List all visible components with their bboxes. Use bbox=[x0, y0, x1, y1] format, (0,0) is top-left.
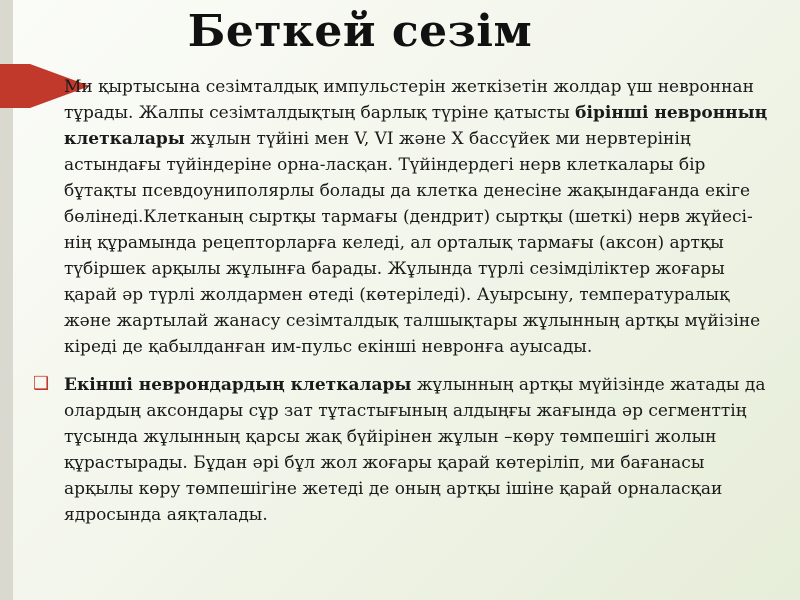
paragraph-1-bold: бірінші невронның клеткалары bbox=[64, 103, 768, 149]
bullet-item bbox=[33, 372, 776, 528]
paragraph-2 bbox=[64, 372, 776, 528]
slide-title: Беткей сезім bbox=[187, 6, 533, 57]
title-marker-bar bbox=[0, 64, 30, 108]
paragraph-2-text: жұлынның артқы мүйізінде жатады да олардың аксондары сұр зат тұтастығының алдыңғы жағында әр сегменттің тұсында жұлынның қарсы жақ бүйірінен жұлын –көру төмпешігі жолын құрастырады. Бұдан әрі бұл жол жоғары қарай көтеріліп, ми бағанасы арқылы көру төмпешігіне жетеді де оның артқы ішіне қарай орналасқаи ядросында аяқталады. bbox=[64, 375, 766, 525]
slide-content bbox=[33, 74, 776, 540]
paragraph-1-text-b: жұлын түйіні мен V, VI және X бассүйек ми нервтерінің астындағы түйіндеріне орна-ласқан. Түйіндердегі нерв клеткалары бір бұтақты псевдоуниполярлы болады да клетка денесіне жақындағанда екіге бөлінеді.Клетканың сыртқы тармағы (дендрит) сыртқы (шеткі) нерв жүйесі-нің құрамында рецепторларға келеді, ал орталық тармағы (аксон) артқы түбіршек арқылы жұлынға барады. Жұлында түрлі сезімділіктер жоғары қарай әр түрлі жолдармен өтеді (көтеріледі). Ауырсыну, температуралық және жартылай жанасу сезімталдық талшықтары жұлынның артқы мүйізіне кіреді де қабылданған им-пульс екінші невронға ауысады. bbox=[64, 129, 761, 357]
paragraph-1-text-a: Ми қыртысына сезімталдық импульстерін жеткізетін жолдар үш невроннан тұрады. Жалпы сезімталдықтың барлық түріне қатысты bbox=[64, 77, 754, 123]
paragraph-1 bbox=[64, 74, 776, 360]
hollow-square-bullet-icon: ❑ bbox=[33, 373, 50, 394]
paragraph-2-bold: Екінші неврондардың клеткалары bbox=[64, 375, 412, 395]
